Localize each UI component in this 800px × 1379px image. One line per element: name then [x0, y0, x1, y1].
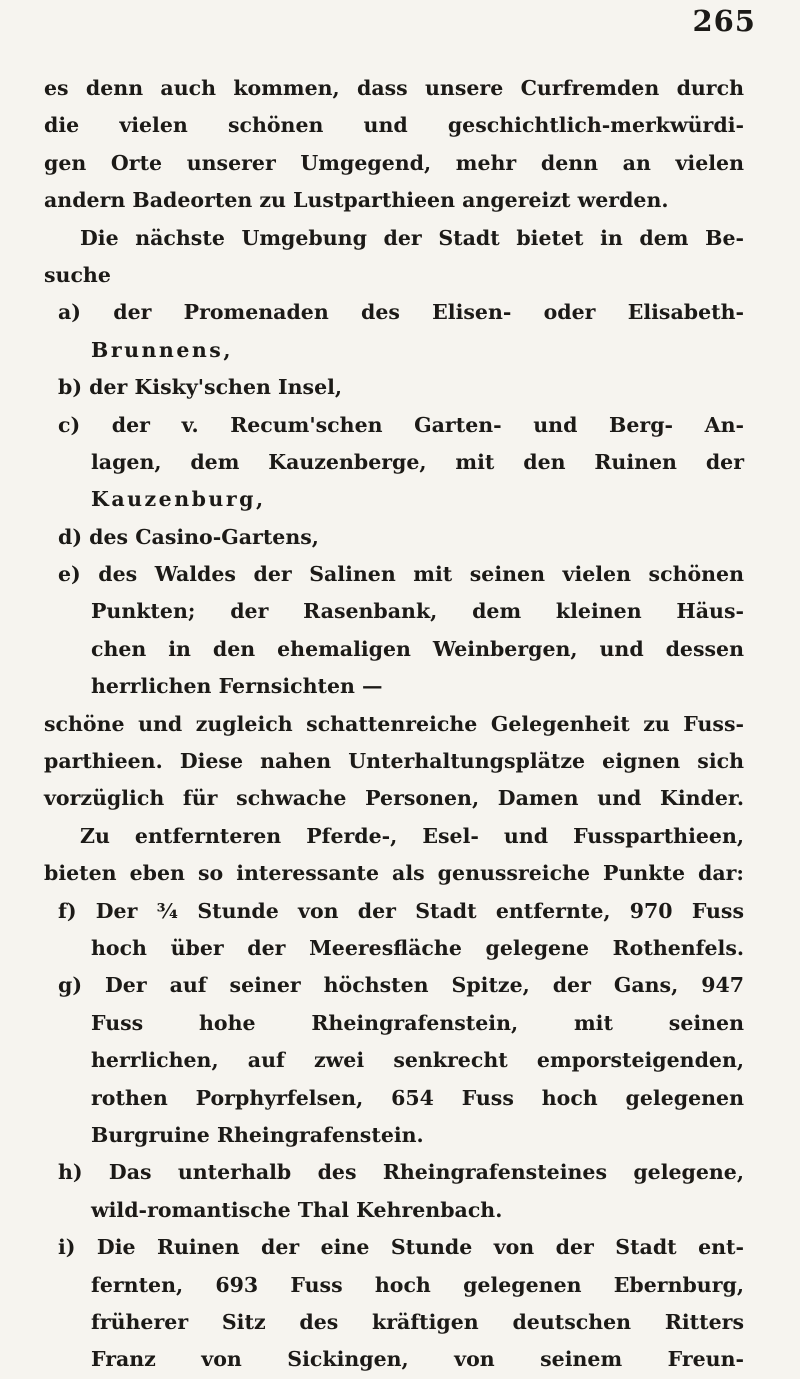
text-line: Punkten; der Rasenbank, dem kleinen Häus- [91, 599, 744, 624]
text-line: suche [44, 262, 111, 287]
text-line: früherer Sitz des kräftigen deutschen Ritters [91, 1309, 744, 1334]
text-line: Burgruine Rheingrafenstein. [91, 1122, 424, 1147]
text-line: Die nächste Umgebung der Stadt bietet in dem Be- [80, 225, 744, 250]
body-text [44, 70, 744, 1379]
text-line: lagen, dem Kauzenberge, mit den Ruinen der [91, 449, 744, 474]
text-line: gen Orte unserer Umgegend, mehr denn an vielen [44, 150, 744, 175]
text-line: rothen Porphyrfelsen, 654 Fuss hoch gelegenen [91, 1085, 744, 1110]
text-line: Zu entfernteren Pferde-, Esel- und Fussparthieen, [80, 823, 744, 848]
text-line: b) der Kisky'schen Insel, [58, 375, 343, 400]
text-line: vorzüglich für schwache Personen, Damen und Kinder. [44, 786, 744, 811]
text-line: Kauzenburg, [91, 487, 266, 512]
text-line: e) des Waldes der Salinen mit seinen vielen schönen [58, 562, 744, 587]
text-line: g) Der auf seiner höchsten Spitze, der Gans, 947 [58, 973, 744, 998]
text-line: parthieen. Diese nahen Unterhaltungsplätze eignen sich [44, 749, 744, 774]
text-line: f) Der ¾ Stunde von der Stadt entfernte, 970 Fuss [58, 898, 744, 923]
text-line: hoch über der Meeresfläche gelegene Rothenfels. [91, 935, 744, 960]
text-line: fernten, 693 Fuss hoch gelegenen Ebernburg, [91, 1272, 744, 1297]
text-line: es denn auch kommen, dass unsere Curfremden durch [44, 76, 744, 100]
text-line: a) der Promenaden des Elisen- oder Elisabeth- [58, 300, 744, 325]
text-line: wild-romantische Thal Kehrenbach. [91, 1197, 503, 1222]
text-line: d) des Casino-Gartens, [58, 524, 319, 549]
text-line: die vielen schönen und geschichtlich-merkwürdi- [44, 113, 744, 138]
text-line: herrlichen Fernsichten — [91, 674, 383, 699]
text-line: schöne und zugleich schattenreiche Gelegenheit zu Fuss- [44, 711, 744, 736]
text-line: Brunnens, [91, 337, 233, 362]
text-line: andern Badeorten zu Lustparthieen angereizt werden. [44, 188, 669, 213]
text-line: i) Die Ruinen der eine Stunde von der Stadt ent- [58, 1235, 744, 1260]
text-line: Franz von Sickingen, von seinem Freun- [91, 1347, 744, 1372]
text-line: Fuss hohe Rheingrafenstein, mit seinen [91, 1010, 744, 1035]
text-line: c) der v. Recum'schen Garten- und Berg- An- [58, 412, 744, 437]
text-line: bieten eben so interessante als genussreiche Punkte dar: [44, 861, 744, 886]
page-number: 265 [692, 4, 756, 38]
text-line: herrlichen, auf zwei senkrecht emporsteigenden, [91, 1048, 744, 1073]
text-line: h) Das unterhalb des Rheingrafensteines gelegene, [58, 1160, 744, 1185]
text-line: chen in den ehemaligen Weinbergen, und dessen [91, 636, 744, 661]
